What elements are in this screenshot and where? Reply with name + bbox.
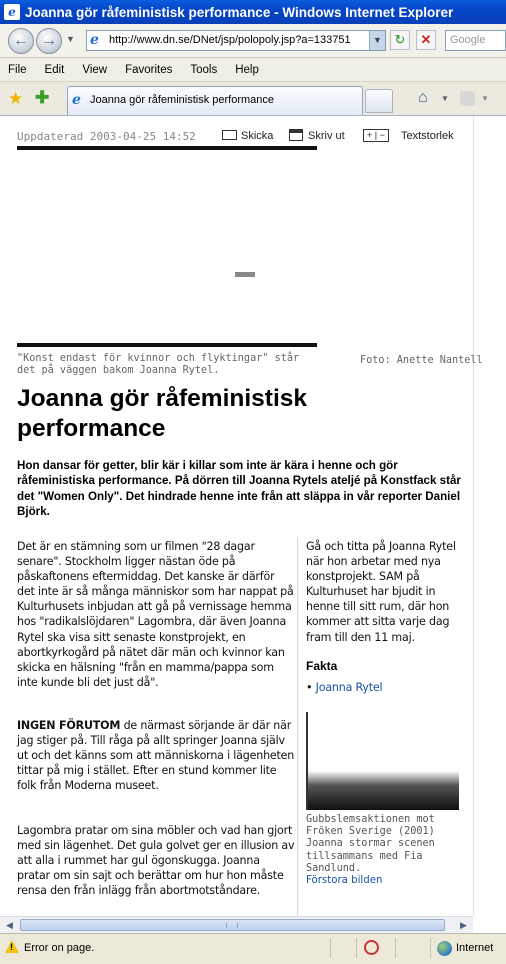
status-separator — [330, 938, 331, 958]
menu-file[interactable]: File — [8, 63, 27, 76]
scroll-left-icon[interactable]: ◀ — [6, 920, 13, 930]
new-tab-button[interactable] — [365, 89, 393, 113]
textsize-buttons[interactable]: + | − — [363, 129, 389, 142]
menu-bar — [0, 58, 506, 82]
textsize-label: Textstorlek — [401, 130, 454, 142]
scroll-corner — [473, 916, 506, 933]
back-button[interactable]: ← — [8, 28, 34, 54]
fakta-item: • Joanna Rytel — [306, 681, 383, 694]
favorites-star-icon[interactable]: ★ — [8, 89, 24, 108]
article-lead: Hon dansar för getter, blir kär i killar som inte är kära i henne och gör råfeministiska performance. På dörren till Joanna Rytels ateljé på Konstfack står det "Women Only". Det hindrade henne inte från att släppa in vår reporter Daniel Björk. — [17, 459, 461, 518]
feeds-icon[interactable] — [460, 91, 475, 106]
send-link[interactable]: Skicka — [241, 130, 274, 142]
history-dropdown-icon[interactable]: ▼ — [66, 34, 75, 44]
enlarge-image-link[interactable]: Förstora bilden — [306, 875, 383, 887]
search-placeholder: Google — [450, 34, 486, 46]
article-photo — [17, 146, 317, 349]
photo-caption: "Konst endast för kvinnor och flyktingar" står det på väggen bakom Joanna Rytel. — [17, 353, 300, 376]
home-icon[interactable]: ⌂ — [418, 89, 428, 106]
paragraph-2-text: de närmast sörjande är där när jag stiger på. Till råga på allt springer Joanna själv ut och det känns som att människorna i lägenheten tittar på mig i stället. Efter en stund kommer lite folk från Moderna museet. — [17, 719, 295, 793]
sidebar-divider — [297, 537, 298, 917]
status-text: Error on page. — [24, 942, 95, 954]
address-input[interactable] — [86, 30, 386, 51]
add-favorite-icon[interactable]: ✚ — [35, 88, 50, 107]
fakta-link[interactable]: Joanna Rytel — [315, 681, 383, 694]
menu-favorites[interactable]: Favorites — [125, 63, 173, 76]
search-input[interactable] — [445, 30, 506, 51]
status-separator — [356, 938, 357, 958]
sidebar-caption-text: Gubbslemsaktionen mot Fröken Sverige (2001) Joanna stormar scenen tillsammans med Fia Sandlund. — [306, 814, 435, 874]
tab-current[interactable] — [67, 86, 363, 115]
sidebar-intro: Gå och titta på Joanna Rytel när hon arbetar med nya konstprojekt. SAM på Kulturhuset har bjudit in henne till sitt rum, där hon kommer att sitta varje dag fram till den 11 maj. — [306, 540, 456, 644]
status-separator — [395, 938, 396, 958]
blocked-icon[interactable] — [364, 940, 379, 955]
feeds-dropdown-icon[interactable]: ▼ — [481, 94, 489, 103]
address-dropdown-icon[interactable]: ▼ — [369, 31, 385, 50]
scroll-right-icon[interactable]: ▶ — [460, 920, 467, 930]
horizontal-scrollbar[interactable] — [0, 916, 473, 933]
page-icon: e — [90, 32, 99, 48]
envelope-icon[interactable] — [222, 130, 237, 140]
ie-icon: e — [4, 4, 20, 20]
forward-button[interactable]: → — [36, 28, 62, 54]
scroll-thumb[interactable] — [20, 919, 445, 931]
photo-credit: Foto: Anette Nantell — [360, 355, 483, 366]
status-bar — [0, 933, 506, 964]
sidebar-photo[interactable] — [306, 712, 459, 810]
vertical-scroll-area — [473, 116, 506, 916]
window-titlebar — [0, 0, 506, 24]
updated-timestamp: Uppdaterad 2003-04-25 14:52 — [17, 130, 196, 143]
fakta-title: Fakta — [306, 659, 338, 673]
menu-view[interactable]: View — [82, 63, 108, 76]
photo-top-edge — [17, 146, 317, 150]
refresh-icon[interactable]: ↻ — [390, 30, 410, 50]
menu-help[interactable]: Help — [235, 63, 259, 76]
article-paragraph-1: Det är en stämning som ur filmen "28 dagar senare". Stockholm ligger nästan öde på påskaftonens eftermiddag. Det kanske är därför det inte är så många människor som har nappat på Kulturhusets inbjudan att gå på vernissage hemma hos "radikalslöjdaren" Lagombra, där även Joanna Rytel ska visa sitt senaste konstprojekt, en abortkyrkogård på nätet där män och kvinnor kan skicka en hälsning "från en mamma/pappa som inte kunde bli det just då". — [17, 540, 294, 689]
internet-zone-icon — [437, 941, 452, 956]
photo-detail — [235, 272, 255, 277]
status-separator — [430, 938, 431, 958]
menu-edit[interactable]: Edit — [44, 63, 65, 76]
tab-label: Joanna gör råfeministisk performance — [90, 94, 275, 106]
printer-icon[interactable] — [289, 129, 303, 141]
address-url: http://www.dn.se/DNet/jsp/polopoly.jsp?a=133751 — [109, 34, 351, 46]
print-link[interactable]: Skriv ut — [308, 130, 345, 142]
paragraph-2-lead: INGEN FÖRUTOM — [17, 719, 121, 732]
tab-page-icon: e — [72, 92, 81, 108]
home-dropdown-icon[interactable]: ▼ — [441, 94, 449, 103]
stop-icon[interactable]: ✕ — [416, 30, 436, 50]
article-paragraph-2 — [17, 718, 295, 793]
article-headline: Joanna gör råfeministisk performance — [17, 385, 308, 442]
article-paragraph-3: Lagombra pratar om sina möbler och vad han gjort med sin lägenhet. Det gula golvet ger en illusion av att alla i rummet har gul ögonskugga. Joanna pratar om sin sajt och berättar om hur hon måste rensa den från inlägg från abortmotståndare. — [17, 824, 295, 898]
menu-tools[interactable]: Tools — [190, 63, 218, 76]
warning-icon[interactable] — [5, 940, 19, 953]
window-title: Joanna gör råfeministisk performance - Windows Internet Explorer — [25, 4, 454, 20]
security-zone: Internet — [456, 942, 494, 954]
photo-bottom-edge — [17, 343, 317, 347]
sidebar-photo-caption — [306, 814, 466, 887]
